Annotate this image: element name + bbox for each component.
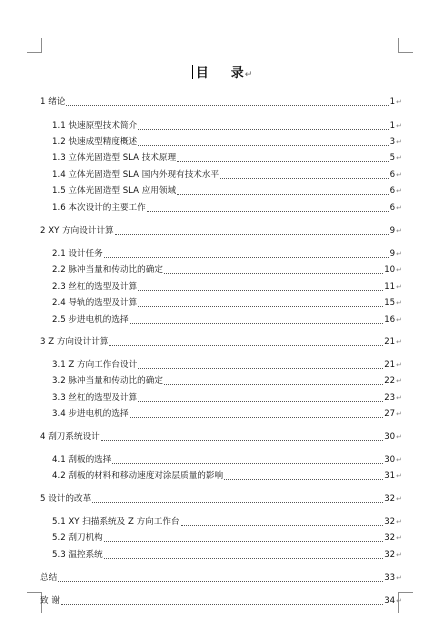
- toc-entry-label: 2.3 丝杠的选型及计算: [52, 282, 138, 292]
- paragraph-mark: ↵: [396, 472, 402, 480]
- toc-page-number: 9: [389, 249, 396, 259]
- paragraph-mark: ↵: [396, 266, 402, 274]
- toc-entry-label: 4 刮刀系统设计: [40, 432, 100, 442]
- toc-entry-label: 1.4 立体光固造型 SLA 国内外现有技术水平: [52, 170, 220, 180]
- toc-entry-label: 1.5 立体光固造型 SLA 应用领域: [52, 186, 177, 196]
- toc-entry-label: 总结: [40, 573, 58, 583]
- paragraph-mark: ↵: [396, 122, 402, 130]
- toc-entry[interactable]: [40, 432, 402, 443]
- paragraph-mark: ↵: [396, 316, 402, 324]
- crop-mark-top-right: [398, 38, 413, 53]
- paragraph-mark: ↵: [396, 299, 402, 307]
- paragraph-mark: ↵: [396, 250, 402, 258]
- toc-page-number: 5: [389, 153, 396, 163]
- paragraph-mark: ↵: [396, 171, 402, 179]
- paragraph-mark: ↵: [396, 204, 402, 212]
- paragraph-mark: ↵: [396, 597, 402, 605]
- toc-entry[interactable]: [52, 203, 402, 214]
- paragraph-mark: ↵: [396, 154, 402, 162]
- toc-entry[interactable]: [52, 265, 402, 276]
- toc-page-number: 30: [384, 432, 396, 442]
- toc-leader-dots: [115, 234, 389, 235]
- toc-page-number: 31: [384, 471, 396, 481]
- toc-entry-label: 2.5 步进电机的选择: [52, 315, 129, 325]
- toc-entry[interactable]: [52, 393, 402, 404]
- toc-page-number: 32: [384, 550, 396, 560]
- toc-leader-dots: [101, 440, 383, 441]
- toc-leader-dots: [58, 581, 383, 582]
- toc-entry-label: 3.2 脉冲当量和传动比的确定: [52, 376, 163, 386]
- toc-leader-dots: [130, 323, 384, 324]
- toc-page-number: 23: [384, 393, 396, 403]
- toc-entry[interactable]: [52, 153, 402, 164]
- toc-entry-label: 3.1 Z 方向工作台设计: [52, 360, 138, 370]
- toc-page-number: 6: [389, 186, 396, 196]
- toc-leader-dots: [138, 306, 383, 307]
- toc-leader-dots: [138, 145, 389, 146]
- toc-page-number: 27: [384, 409, 396, 419]
- toc-leader-dots: [138, 129, 389, 130]
- toc-entry-label: 4.1 刮板的选择: [52, 455, 112, 465]
- toc-entry[interactable]: [52, 137, 402, 148]
- paragraph-mark: ↵: [396, 361, 402, 369]
- text-cursor: [192, 65, 193, 79]
- toc-entry[interactable]: [52, 186, 402, 197]
- toc-page-number: 3: [389, 137, 396, 147]
- toc-entry-label: 5 设计的改革: [40, 494, 92, 504]
- toc-entry[interactable]: [40, 97, 402, 108]
- toc-page-number: 21: [384, 337, 396, 347]
- paragraph-mark: ↵: [396, 433, 402, 441]
- toc-entry[interactable]: [52, 517, 402, 528]
- toc-entry[interactable]: [52, 121, 402, 132]
- toc-entry-label: 3 Z 方向设计计算: [40, 337, 109, 347]
- toc-page-number: 9: [389, 226, 396, 236]
- paragraph-mark: ↵: [396, 410, 402, 418]
- toc-leader-dots: [177, 161, 389, 162]
- toc-entry[interactable]: [40, 573, 402, 584]
- toc-page-number: 1: [389, 97, 396, 107]
- toc-entry-label: 3.3 丝杠的选型及计算: [52, 393, 138, 403]
- paragraph-mark: ↵: [396, 187, 402, 195]
- toc-entry[interactable]: [40, 494, 402, 505]
- toc-title-part2: 录: [230, 66, 244, 81]
- toc-entry[interactable]: [52, 409, 402, 420]
- toc-page-number: 32: [384, 517, 396, 527]
- toc-entry-label: 致 谢: [40, 596, 60, 606]
- toc-page-number: 10: [384, 265, 396, 275]
- paragraph-mark: ↵: [396, 574, 402, 582]
- toc-leader-dots: [220, 178, 389, 179]
- toc-entry[interactable]: [52, 376, 402, 387]
- toc-leader-dots: [181, 525, 384, 526]
- toc-entry[interactable]: [40, 226, 402, 237]
- toc-entry[interactable]: [52, 533, 402, 544]
- toc-entry[interactable]: [52, 282, 402, 293]
- toc-entry-label: 4.2 刮板的材料和移动速度对涂层质量的影响: [52, 471, 224, 481]
- toc-page-number: 32: [384, 494, 396, 504]
- paragraph-mark: ↵: [396, 283, 402, 291]
- toc-entry[interactable]: [52, 550, 402, 561]
- toc-entry-label: 2.4 导轨的选型及计算: [52, 298, 138, 308]
- toc-entry-label: 5.2 刮刀机构: [52, 533, 103, 543]
- toc-entry[interactable]: [52, 360, 402, 371]
- toc-leader-dots: [130, 417, 384, 418]
- toc-entry-label: 1 绪论: [40, 97, 66, 107]
- toc-leader-dots: [61, 604, 383, 605]
- toc-entry[interactable]: [52, 170, 402, 181]
- toc-page-number: 6: [389, 203, 396, 213]
- paragraph-mark: ↵: [396, 98, 402, 106]
- toc-entry-label: 2.2 脉冲当量和传动比的确定: [52, 265, 163, 275]
- toc-leader-dots: [104, 541, 383, 542]
- toc-page-number: 16: [384, 315, 396, 325]
- toc-leader-dots: [66, 105, 388, 106]
- toc-entry[interactable]: [52, 455, 402, 466]
- toc-leader-dots: [164, 384, 383, 385]
- paragraph-mark: ↵: [396, 394, 402, 402]
- toc-entry-label: 3.4 步进电机的选择: [52, 409, 129, 419]
- paragraph-mark: ↵: [396, 551, 402, 559]
- toc-leader-dots: [138, 290, 383, 291]
- toc-page-number: 1: [389, 121, 396, 131]
- paragraph-mark: ↵: [396, 518, 402, 526]
- toc-page-number: 11: [384, 282, 396, 292]
- paragraph-mark: ↵: [396, 534, 402, 542]
- crop-mark-top-left: [27, 38, 42, 53]
- toc-entry-label: 2 XY 方向设计计算: [40, 226, 114, 236]
- toc-page-number: 33: [384, 573, 396, 583]
- toc-entry-label: 1.1 快速原型技术简介: [52, 121, 138, 131]
- toc-title: [0, 62, 444, 81]
- toc-page-number: 22: [384, 376, 396, 386]
- paragraph-mark: ↵: [244, 70, 253, 80]
- toc-entry[interactable]: [40, 596, 402, 607]
- toc-entry-label: 5.1 XY 扫描系统及 Z 方向工作台: [52, 517, 180, 527]
- toc-entry[interactable]: [52, 249, 402, 260]
- paragraph-mark: ↵: [396, 338, 402, 346]
- toc-page-number: 30: [384, 455, 396, 465]
- toc-page-number: 32: [384, 533, 396, 543]
- toc-page-number: 34: [384, 596, 396, 606]
- toc-entry[interactable]: [40, 337, 402, 348]
- toc-page-number: 6: [389, 170, 396, 180]
- toc-entry-label: 1.2 快速成型精度概述: [52, 137, 138, 147]
- toc-leader-dots: [138, 401, 383, 402]
- toc-title-part1: 目: [195, 66, 209, 81]
- toc-page-number: 15: [384, 298, 396, 308]
- toc-entry-label: 1.6 本次设计的主要工作: [52, 203, 146, 213]
- toc-entry[interactable]: [52, 471, 402, 482]
- toc-entry[interactable]: [52, 298, 402, 309]
- paragraph-mark: ↵: [396, 377, 402, 385]
- paragraph-mark: ↵: [396, 456, 402, 464]
- paragraph-mark: ↵: [396, 495, 402, 503]
- toc-entry-label: 1.3 立体光固造型 SLA 技术原理: [52, 153, 177, 163]
- toc-leader-dots: [177, 194, 389, 195]
- toc-entry[interactable]: [52, 315, 402, 326]
- toc-leader-dots: [138, 368, 383, 369]
- paragraph-mark: ↵: [396, 138, 402, 146]
- toc-leader-dots: [109, 345, 383, 346]
- paragraph-mark: ↵: [396, 227, 402, 235]
- toc-leader-dots: [104, 257, 389, 258]
- toc-entry-label: 2.1 设计任务: [52, 249, 103, 259]
- toc-leader-dots: [164, 273, 383, 274]
- toc-leader-dots: [224, 479, 383, 480]
- toc-leader-dots: [112, 463, 383, 464]
- toc-leader-dots: [104, 558, 383, 559]
- toc-leader-dots: [147, 211, 389, 212]
- toc-entry-label: 5.3 温控系统: [52, 550, 103, 560]
- toc-page-number: 21: [384, 360, 396, 370]
- toc-leader-dots: [92, 502, 383, 503]
